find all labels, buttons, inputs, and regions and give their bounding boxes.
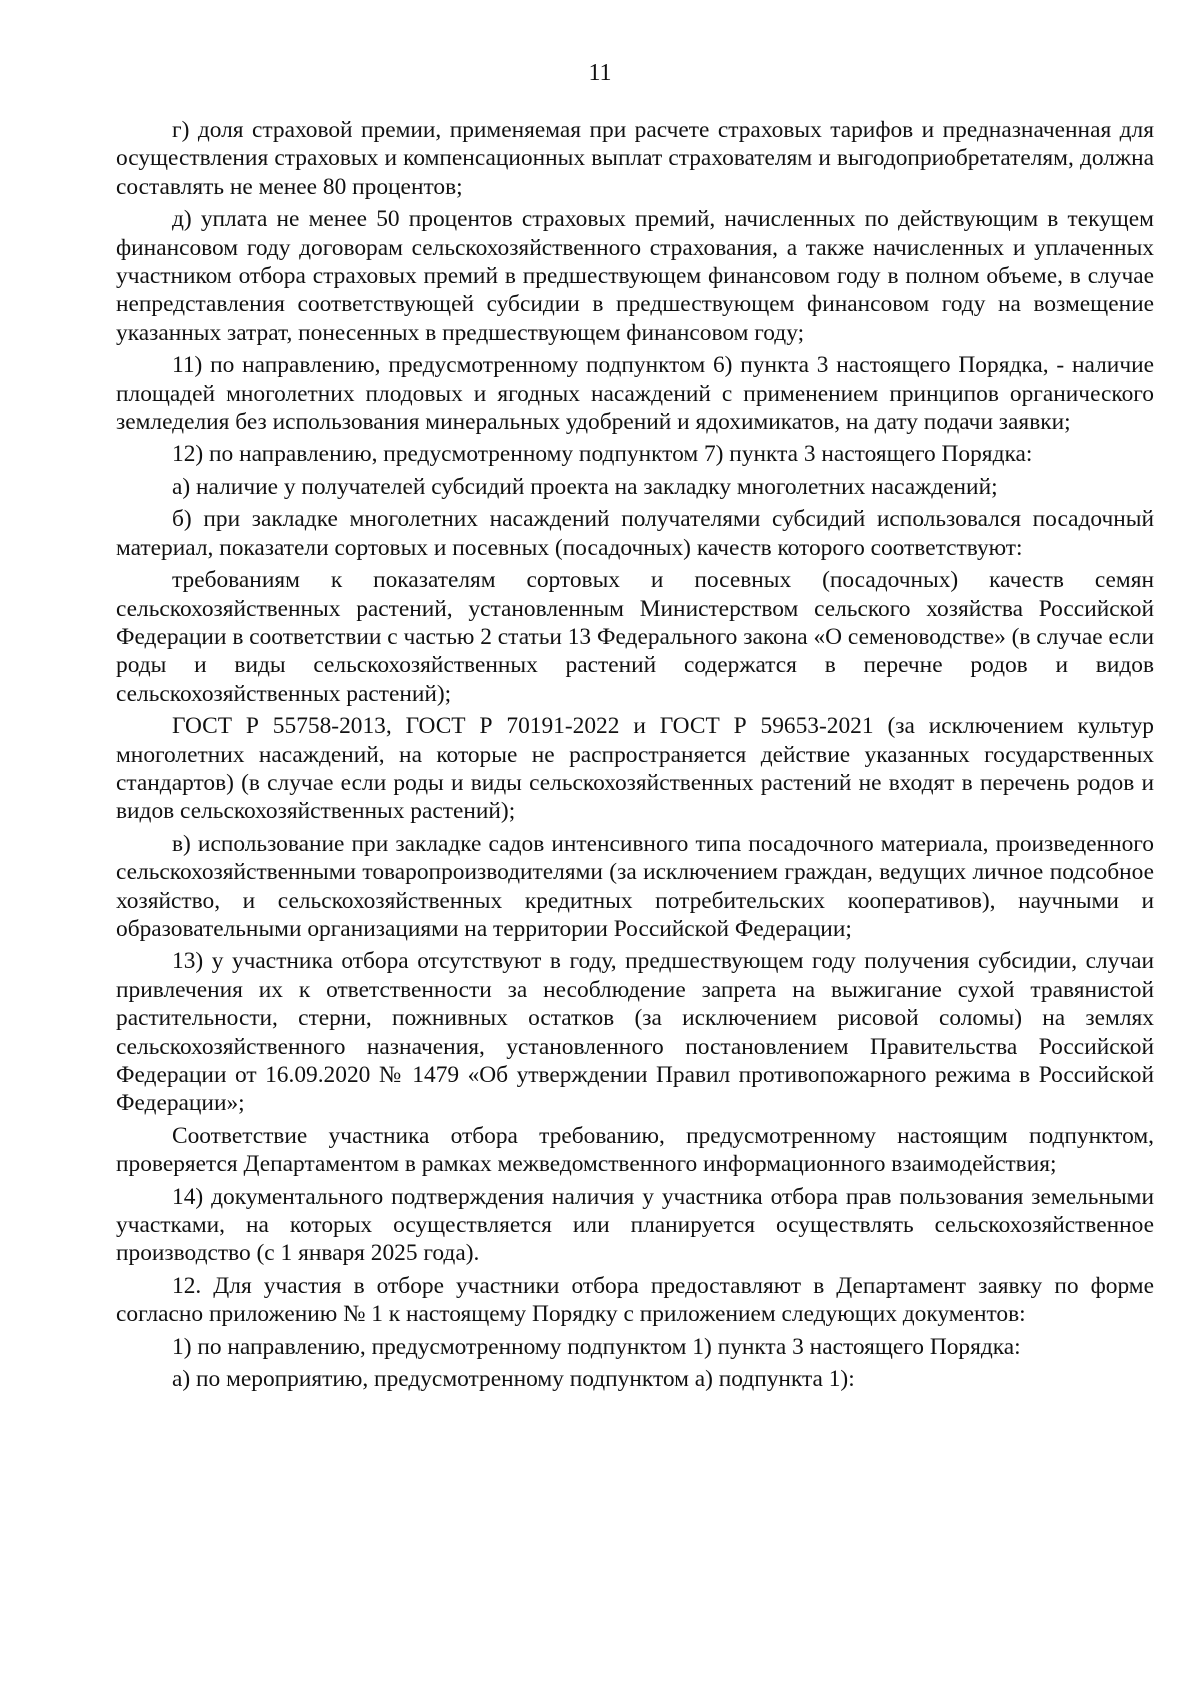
paragraph-d-premium-payment: д) уплата не менее 50 процентов страховых премий, начисленных по действующим в текущем финансовом году договорам сельскохозяйственного страхования, а также начисленных и уплаченных участником отбора страховых премий в предшествующем финансовом году в полном объеме, в случае непредставления соответствующей субсидии в предшествующем финансовом году на возмещение указанных затрат, понесенных в предшествующем финансовом году; <box>116 206 1154 346</box>
paragraph-12a-project: а) наличие у получателей субсидий проекта на закладку многолетних насаждений; <box>172 473 998 500</box>
paragraph-12b-planting-material: б) при закладке многолетних насаждений получателями субсидий использовался посадочный материал, показатели сортовых и посевных (посадочных) качеств которого соответствуют: <box>116 506 1154 561</box>
paragraph-a-measure: а) по мероприятию, предусмотренному подпунктом а) подпункта 1): <box>172 1366 855 1393</box>
paragraph-13-burning-ban: 13) у участника отбора отсутствуют в году, предшествующем году получения субсидии, случаи привлечения их к ответственности за несоблюдение запрета на выжигание сухой травянистой растительности, стерни, пожнивных остатков (за исключением рисовой соломы) на землях сельскохозяйственного назначения, установленного постановлением Правительства Российской Федерации от 16.09.2020 № 1479 «Об утверждении Правил противопожарного режима в Российской Федерации»; <box>116 948 1154 1117</box>
paragraph-14-land-rights: 14) документального подтверждения наличия у участника отбора прав пользования земельными участками, на которых осуществляется или планируется осуществлять сельскохозяйственное производство (с 1 января 2025 года). <box>116 1183 1154 1267</box>
paragraph-gost-standards: ГОСТ Р 55758-2013, ГОСТ Р 70191-2022 и ГОСТ Р 59653-2021 (за исключением культур многолетних насаждений, на которые не распространяется действие указанных государственных стандартов) (в случае если роды и виды сельскохозяйственных растений не входят в перечень родов и видов сельскохозяйственных растений); <box>116 713 1154 825</box>
document-body <box>116 116 1154 1397</box>
paragraph-g-insurance-premium-share: г) доля страховой премии, применяемая при расчете страховых тарифов и предназначенная для осуществления страховых и компенсационных выплат страхователям и выгодоприобретателям, должна составлять не менее 80 процентов; <box>116 117 1154 200</box>
paragraph-12-direction-7: 12) по направлению, предусмотренному подпунктом 7) пункта 3 настоящего Порядка: <box>172 441 1033 468</box>
paragraph-1-direction-1: 1) по направлению, предусмотренному подпунктом 1) пункта 3 настоящего Порядка: <box>172 1333 1021 1360</box>
paragraph-12v-intensive-gardens: в) использование при закладке садов интенсивного типа посадочного материала, произведенного сельскохозяйственными товаропроизводителями (за исключением граждан, ведущих личное подсобное хозяйство, и сельскохозяйственных кредитных потребительских кооперативов), научными и образовательными организациями на территории Российской Федерации; <box>116 830 1154 942</box>
paragraph-section-12-application: 12. Для участия в отборе участники отбора предоставляют в Департамент заявку по форме согласно приложению № 1 к настоящему Порядку с приложением следующих документов: <box>116 1272 1154 1328</box>
paragraph-compliance-check: Соответствие участника отбора требованию, предусмотренному настоящим подпунктом, проверяется Департаментом в рамках межведомственного информационного взаимодействия; <box>116 1122 1154 1178</box>
paragraph-seed-requirements: требованиям к показателям сортовых и посевных (посадочных) качеств семян сельскохозяйственных растений, установленным Министерством сельского хозяйства Российской Федерации в соответствии с частью 2 статьи 13 Федерального закона «О семеноводстве» (в случае если роды и виды сельскохозяйственных растений содержатся в перечне родов и видов сельскохозяйственных растений); <box>116 567 1154 707</box>
page-number: 11 <box>588 60 612 86</box>
paragraph-11-organic-plantings: 11) по направлению, предусмотренному подпунктом 6) пункта 3 настоящего Порядка, - наличие площадей многолетних плодовых и ягодных насаждений с применением принципов органического земледелия без использования минеральных удобрений и ядохимикатов, на дату подачи заявки; <box>116 352 1154 436</box>
